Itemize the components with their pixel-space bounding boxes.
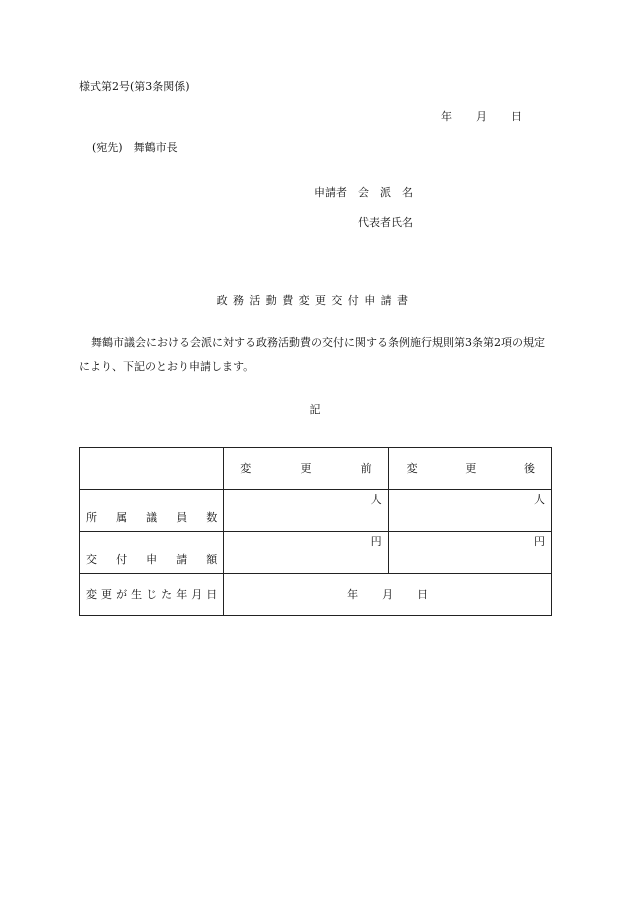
application-table [79, 447, 552, 616]
header-before-char: 前 [360, 461, 372, 475]
label-char: 額 [206, 552, 218, 566]
label-char: じ [146, 587, 158, 601]
addressee: (宛先) 舞鶴市長 [92, 141, 178, 154]
label-char: 員 [176, 510, 188, 524]
label-char: が [116, 587, 128, 601]
form-number: 様式第2号(第3条関係) [79, 80, 190, 93]
header-before-char: 変 [240, 461, 252, 475]
header-after-cell [388, 448, 551, 490]
change-date-month: 月 [382, 587, 394, 601]
grant-amount-label [80, 553, 223, 567]
unit-yen: 円 [370, 535, 382, 548]
label-char: 申 [146, 552, 158, 566]
date-line [441, 110, 522, 124]
table-header-row [80, 448, 552, 490]
member-count-label [80, 511, 223, 525]
representative-label: 代表者氏名 [358, 216, 413, 229]
change-date-day: 日 [417, 587, 429, 601]
change-date-label [80, 588, 223, 602]
label-char: 請 [176, 552, 188, 566]
grant-amount-label-cell [80, 532, 224, 574]
grant-amount-before-field[interactable] [224, 532, 388, 574]
label-char: 属 [116, 510, 128, 524]
label-char: 日 [206, 587, 218, 601]
header-empty-cell [80, 448, 224, 490]
change-date-field[interactable] [224, 574, 552, 616]
label-char: 交 [86, 552, 97, 566]
table-row-grant-amount [80, 532, 552, 574]
unit-person: 人 [370, 493, 382, 506]
label-char: 数 [206, 510, 218, 524]
header-after-char: 後 [523, 461, 535, 475]
header-after-char: 変 [406, 461, 418, 475]
label-char: 月 [191, 587, 203, 601]
date-year: 年 [441, 110, 452, 123]
label-char: た [161, 587, 173, 601]
table-row-change-date [80, 574, 552, 616]
member-count-before-field[interactable] [224, 490, 388, 532]
unit-person: 人 [534, 493, 545, 506]
label-char: 付 [116, 552, 128, 566]
unit-yen: 円 [534, 535, 545, 548]
header-before-cell [224, 448, 388, 490]
table-row-member-count [80, 490, 552, 532]
label-char: 年 [176, 587, 188, 601]
header-after [389, 462, 551, 476]
label-char: 生 [131, 587, 143, 601]
ki-marker: 記 [309, 403, 321, 416]
label-char: 変 [86, 587, 97, 601]
applicant-label: 申請者 会 派 名 [314, 186, 413, 199]
change-date-value [224, 588, 551, 602]
header-after-char: 更 [465, 461, 477, 475]
change-date-label-cell [80, 574, 224, 616]
label-char: 所 [86, 510, 97, 524]
member-count-label-cell [80, 490, 224, 532]
date-day: 日 [511, 110, 522, 123]
label-char: 更 [101, 587, 113, 601]
header-before-char: 更 [300, 461, 312, 475]
date-month: 月 [476, 110, 487, 123]
label-char: 議 [146, 510, 158, 524]
grant-amount-after-field[interactable] [388, 532, 551, 574]
document-title: 政務活動費変更交付申請書 [216, 294, 414, 307]
header-before [224, 462, 387, 476]
change-date-year: 年 [347, 587, 359, 601]
body-text: 舞鶴市議会における会派に対する政務活動費の交付に関する条例施行規則第3条第2項の規定により、下記のとおり申請します。 [79, 336, 545, 373]
member-count-after-field[interactable] [388, 490, 551, 532]
